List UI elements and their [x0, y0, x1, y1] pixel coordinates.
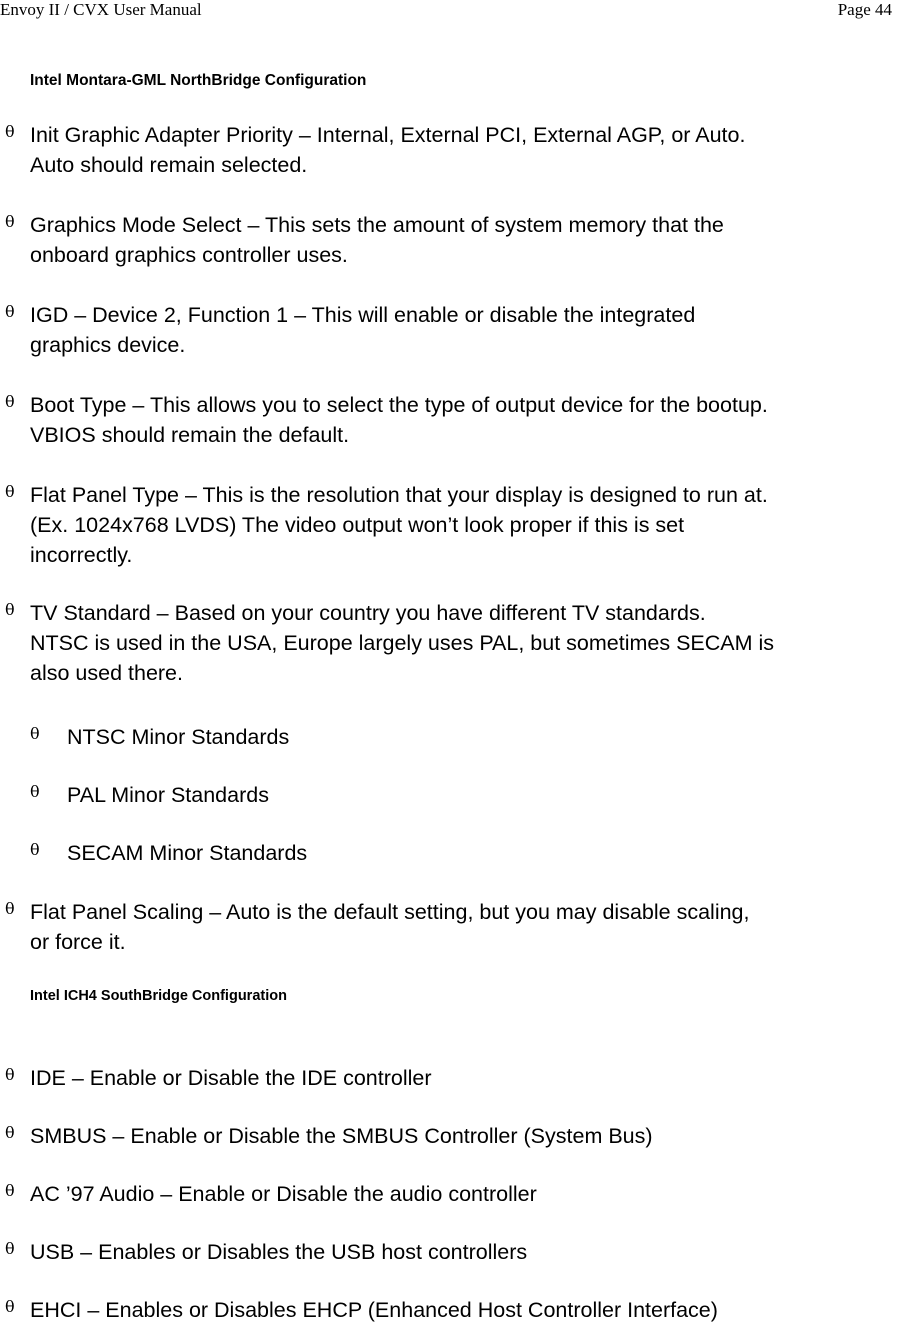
theta-bullet-icon: θ: [5, 899, 15, 918]
theta-bullet-icon: θ: [5, 1239, 15, 1258]
item-text-line: (Ex. 1024x768 LVDS) The video output won’t look proper if this is set: [30, 513, 685, 537]
item-text-line: Auto should remain selected.: [30, 153, 308, 177]
item-text-line: NTSC Minor Standards: [67, 725, 290, 749]
theta-bullet-icon: θ: [5, 482, 15, 501]
theta-bullet-icon: θ: [5, 302, 15, 321]
section-title-northbridge: Intel Montara-GML NorthBridge Configuration: [30, 72, 367, 89]
item-text-line: EHCI – Enables or Disables EHCP (Enhanced Host Controller Interface): [30, 1298, 718, 1322]
item-text-line: SMBUS – Enable or Disable the SMBUS Controller (System Bus): [30, 1124, 653, 1148]
item-text-line: also used there.: [30, 661, 183, 685]
item-text-line: VBIOS should remain the default.: [30, 423, 350, 447]
item-text-line: Flat Panel Scaling – Auto is the default setting, but you may disable scaling,: [30, 900, 750, 924]
theta-bullet-icon: θ: [30, 840, 40, 859]
theta-bullet-icon: θ: [5, 1297, 15, 1316]
item-text-line: TV Standard – Based on your country you have different TV standards.: [30, 601, 706, 625]
theta-bullet-icon: θ: [5, 600, 15, 619]
item-text-line: Boot Type – This allows you to select the type of output device for the bootup.: [30, 393, 768, 417]
section-title-southbridge: Intel ICH4 SouthBridge Configuration: [30, 988, 287, 1004]
theta-bullet-icon: θ: [5, 122, 15, 141]
item-text-line: graphics device.: [30, 333, 186, 357]
item-text-line: IGD – Device 2, Function 1 – This will enable or disable the integrated: [30, 303, 696, 327]
theta-bullet-icon: θ: [30, 724, 40, 743]
item-text-line: IDE – Enable or Disable the IDE controller: [30, 1066, 432, 1090]
item-text-line: Init Graphic Adapter Priority – Internal, External PCI, External AGP, or Auto.: [30, 123, 746, 147]
item-text-line: onboard graphics controller uses.: [30, 243, 348, 267]
page-number: Page 44: [837, 0, 892, 19]
theta-bullet-icon: θ: [30, 782, 40, 801]
theta-bullet-icon: θ: [5, 1065, 15, 1084]
item-text-line: NTSC is used in the USA, Europe largely uses PAL, but sometimes SECAM is: [30, 631, 775, 655]
running-header-title: Envoy II / CVX User Manual: [0, 0, 202, 19]
theta-bullet-icon: θ: [5, 212, 15, 231]
item-text-line: PAL Minor Standards: [67, 783, 269, 807]
theta-bullet-icon: θ: [5, 392, 15, 411]
item-text-line: SECAM Minor Standards: [67, 841, 308, 865]
theta-bullet-icon: θ: [5, 1123, 15, 1142]
item-text-line: AC ’97 Audio – Enable or Disable the audio controller: [30, 1182, 537, 1206]
item-text-line: or force it.: [30, 930, 126, 954]
item-text-line: USB – Enables or Disables the USB host controllers: [30, 1240, 528, 1264]
theta-bullet-icon: θ: [5, 1181, 15, 1200]
item-text-line: Flat Panel Type – This is the resolution that your display is designed to run at.: [30, 483, 768, 507]
item-text-line: incorrectly.: [30, 543, 133, 567]
item-text-line: Graphics Mode Select – This sets the amount of system memory that the: [30, 213, 724, 237]
